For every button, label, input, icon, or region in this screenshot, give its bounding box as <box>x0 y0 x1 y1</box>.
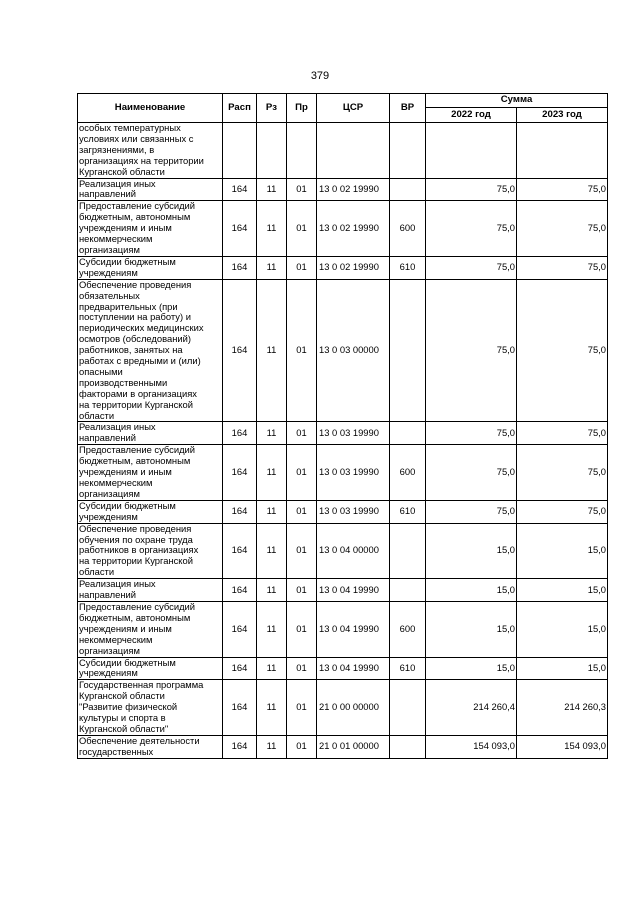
cell-rasp: 164 <box>223 256 257 279</box>
cell-pr: 01 <box>287 422 317 445</box>
cell-csr: 13 0 03 00000 <box>317 279 390 422</box>
header-csr: ЦСР <box>317 94 390 123</box>
cell-rz: 11 <box>257 201 287 257</box>
cell-name: Предоставление субсидий бюджетным, автономным учреждениям и иным некоммерческим организациям <box>78 445 223 501</box>
cell-pr: 01 <box>287 256 317 279</box>
cell-rasp: 164 <box>223 201 257 257</box>
cell-name: Обеспечение проведения обучения по охране труда работников в организациях на территории Курганской области <box>78 523 223 579</box>
cell-rz: 11 <box>257 657 287 680</box>
cell-csr: 13 0 03 19990 <box>317 445 390 501</box>
cell-name: Реализация иных направлений <box>78 579 223 602</box>
cell-rasp: 164 <box>223 445 257 501</box>
table-row <box>78 445 608 501</box>
cell-vr <box>390 422 426 445</box>
table-row <box>78 735 608 758</box>
cell-y2023: 15,0 <box>517 523 608 579</box>
cell-y2023: 75,0 <box>517 500 608 523</box>
cell-y2022: 15,0 <box>426 601 517 657</box>
table-row <box>78 657 608 680</box>
cell-name: Субсидии бюджетным учреждениям <box>78 256 223 279</box>
cell-csr: 13 0 03 19990 <box>317 422 390 445</box>
header-rz: Рз <box>257 94 287 123</box>
cell-rasp: 164 <box>223 680 257 736</box>
cell-rasp: 164 <box>223 500 257 523</box>
cell-name: особых температурных условиях или связанных с загрязнениями, в организациях на территории Курганской области <box>78 123 223 179</box>
cell-pr: 01 <box>287 178 317 201</box>
cell-vr: 600 <box>390 201 426 257</box>
cell-rz: 11 <box>257 422 287 445</box>
cell-name: Предоставление субсидий бюджетным, автономным учреждениям и иным некоммерческим организациям <box>78 201 223 257</box>
cell-y2022: 75,0 <box>426 279 517 422</box>
header-2023: 2023 год <box>517 108 608 123</box>
cell-rz: 11 <box>257 735 287 758</box>
cell-pr: 01 <box>287 735 317 758</box>
cell-rz: 11 <box>257 178 287 201</box>
cell-y2022: 75,0 <box>426 500 517 523</box>
cell-y2023: 75,0 <box>517 178 608 201</box>
cell-y2022 <box>426 123 517 179</box>
cell-csr: 13 0 02 19990 <box>317 256 390 279</box>
cell-name: Обеспечение деятельности государственных <box>78 735 223 758</box>
cell-pr: 01 <box>287 601 317 657</box>
budget-table <box>77 93 608 759</box>
table-row <box>78 201 608 257</box>
cell-rasp: 164 <box>223 422 257 445</box>
cell-vr <box>390 279 426 422</box>
cell-rz: 11 <box>257 500 287 523</box>
cell-vr <box>390 680 426 736</box>
cell-y2022: 75,0 <box>426 256 517 279</box>
cell-y2023: 214 260,3 <box>517 680 608 736</box>
cell-y2022: 75,0 <box>426 201 517 257</box>
cell-rz: 11 <box>257 523 287 579</box>
cell-vr <box>390 523 426 579</box>
cell-y2022: 15,0 <box>426 579 517 602</box>
cell-rasp: 164 <box>223 735 257 758</box>
cell-rz: 11 <box>257 579 287 602</box>
cell-y2022: 75,0 <box>426 178 517 201</box>
cell-pr: 01 <box>287 201 317 257</box>
header-name: Наименование <box>78 94 223 123</box>
cell-y2023: 75,0 <box>517 201 608 257</box>
cell-vr <box>390 579 426 602</box>
header-2022: 2022 год <box>426 108 517 123</box>
cell-csr: 13 0 04 19990 <box>317 601 390 657</box>
cell-vr <box>390 735 426 758</box>
cell-csr: 13 0 03 19990 <box>317 500 390 523</box>
cell-rasp: 164 <box>223 279 257 422</box>
cell-rasp: 164 <box>223 579 257 602</box>
cell-csr: 13 0 02 19990 <box>317 201 390 257</box>
cell-csr: 21 0 01 00000 <box>317 735 390 758</box>
cell-y2022: 75,0 <box>426 422 517 445</box>
cell-csr: 13 0 04 19990 <box>317 657 390 680</box>
cell-name: Реализация иных направлений <box>78 422 223 445</box>
header-vr: ВР <box>390 94 426 123</box>
cell-vr: 600 <box>390 601 426 657</box>
header-pr: Пр <box>287 94 317 123</box>
cell-y2022: 75,0 <box>426 445 517 501</box>
cell-rasp: 164 <box>223 657 257 680</box>
cell-name: Предоставление субсидий бюджетным, автономным учреждениям и иным некоммерческим организациям <box>78 601 223 657</box>
cell-vr: 600 <box>390 445 426 501</box>
cell-csr: 21 0 00 00000 <box>317 680 390 736</box>
cell-rasp: 164 <box>223 523 257 579</box>
table-row <box>78 601 608 657</box>
cell-y2023: 75,0 <box>517 445 608 501</box>
cell-y2023: 15,0 <box>517 579 608 602</box>
cell-y2022: 214 260,4 <box>426 680 517 736</box>
page-number: 379 <box>310 70 330 82</box>
cell-y2023: 75,0 <box>517 422 608 445</box>
header-rasp: Расп <box>223 94 257 123</box>
cell-pr: 01 <box>287 523 317 579</box>
cell-pr <box>287 123 317 179</box>
cell-pr: 01 <box>287 500 317 523</box>
cell-y2022: 154 093,0 <box>426 735 517 758</box>
cell-pr: 01 <box>287 579 317 602</box>
table-row <box>78 279 608 422</box>
cell-name: Субсидии бюджетным учреждениям <box>78 657 223 680</box>
cell-y2022: 15,0 <box>426 523 517 579</box>
cell-rz: 11 <box>257 445 287 501</box>
cell-vr: 610 <box>390 256 426 279</box>
cell-rasp: 164 <box>223 178 257 201</box>
cell-y2023: 75,0 <box>517 256 608 279</box>
cell-y2023 <box>517 123 608 179</box>
table-row <box>78 680 608 736</box>
table-row <box>78 500 608 523</box>
cell-rz: 11 <box>257 680 287 736</box>
table-row <box>78 178 608 201</box>
cell-y2023: 154 093,0 <box>517 735 608 758</box>
cell-rz <box>257 123 287 179</box>
table-row <box>78 422 608 445</box>
cell-vr <box>390 123 426 179</box>
cell-csr: 13 0 04 00000 <box>317 523 390 579</box>
cell-y2023: 15,0 <box>517 601 608 657</box>
cell-csr: 13 0 04 19990 <box>317 579 390 602</box>
cell-pr: 01 <box>287 279 317 422</box>
cell-rz: 11 <box>257 279 287 422</box>
cell-y2022: 15,0 <box>426 657 517 680</box>
cell-name: Субсидии бюджетным учреждениям <box>78 500 223 523</box>
header-sum: Сумма <box>426 94 608 108</box>
cell-rasp: 164 <box>223 601 257 657</box>
cell-y2023: 15,0 <box>517 657 608 680</box>
cell-vr: 610 <box>390 657 426 680</box>
table-row <box>78 123 608 179</box>
cell-pr: 01 <box>287 445 317 501</box>
table-row <box>78 523 608 579</box>
cell-csr: 13 0 02 19990 <box>317 178 390 201</box>
cell-rz: 11 <box>257 256 287 279</box>
cell-vr: 610 <box>390 500 426 523</box>
table-row <box>78 256 608 279</box>
cell-pr: 01 <box>287 657 317 680</box>
cell-csr <box>317 123 390 179</box>
cell-name: Реализация иных направлений <box>78 178 223 201</box>
table-row <box>78 579 608 602</box>
cell-name: Обеспечение проведения обязательных предварительных (при поступлении на работу) и периодических медицинских осмотров (обследований) работников, занятых на работах с вредными и (или) опасными производственными факторами в организациях на территории Курганской области <box>78 279 223 422</box>
cell-pr: 01 <box>287 680 317 736</box>
cell-rasp <box>223 123 257 179</box>
cell-name: Государственная программа Курганской области "Развитие физической культуры и спорта в Курганской области" <box>78 680 223 736</box>
cell-rz: 11 <box>257 601 287 657</box>
cell-vr <box>390 178 426 201</box>
cell-y2023: 75,0 <box>517 279 608 422</box>
